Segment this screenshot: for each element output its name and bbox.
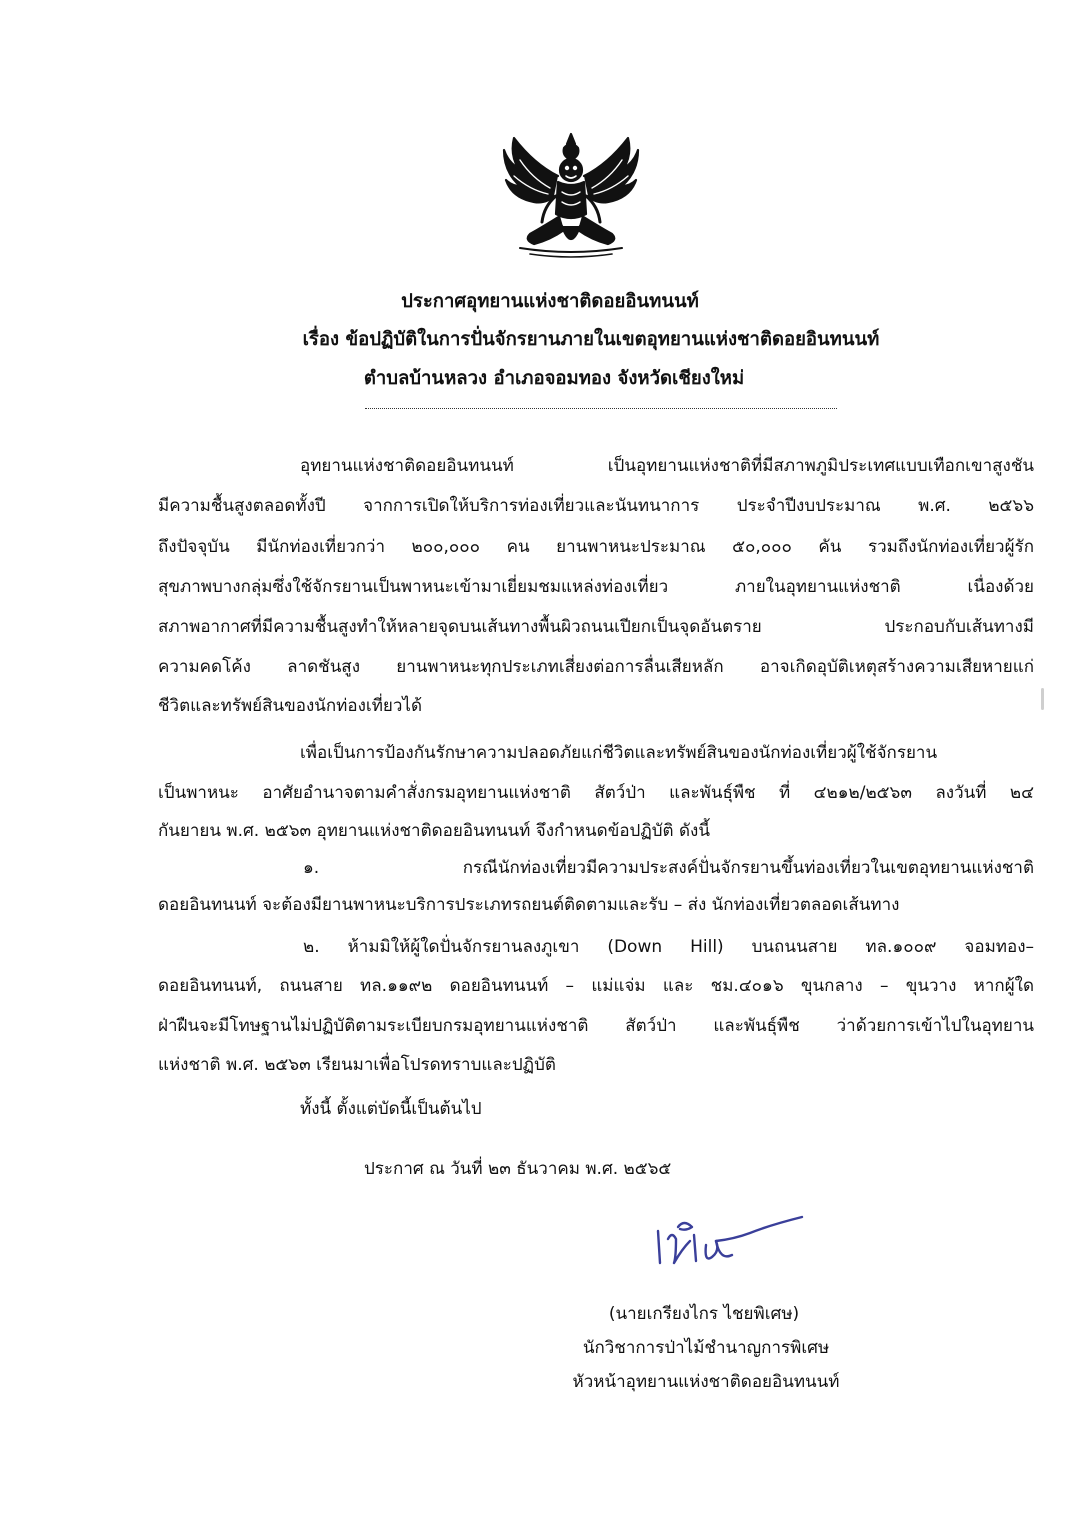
announcement-title: ประกาศอุทยานแห่งชาติดอยอินทนนท์ <box>401 291 699 312</box>
effective-statement: ทั้งนี้ ตั้งแต่บัดนี้เป็นต้นไป <box>300 1099 482 1119</box>
paragraph-2-line: กันยายน พ.ศ. ๒๕๖๓ อุทยานแห่งชาติดอยอินทนนท์ จึงกำหนดข้อปฏิบัติ ดังนี้ <box>158 821 710 841</box>
paragraph-1-line: สภาพอากาศที่มีความชื้นสูงทำให้หลายจุดบนเส้นทางพื้นผิวถนนเปียกเป็นจุดอันตราย ประกอบกับเส้นทางมี <box>158 617 1034 637</box>
rule-item-2-line: ดอยอินทนนท์, ถนนสาย ทล.๑๑๙๒ ดอยอินทนนท์ – แม่แจ่ม และ ชม.๔๐๑๖ ขุนกลาง – ขุนวาง หากผู้ใด <box>158 976 1034 996</box>
paragraph-1-line: ชีวิตและทรัพย์สินของนักท่องเที่ยวได้ <box>158 696 423 716</box>
paragraph-1-line: อุทยานแห่งชาติดอยอินทนนท์ เป็นอุทยานแห่งชาติที่มีสภาพภูมิประเทศแบบเทือกเขาสูงชัน <box>300 456 1034 476</box>
scan-mark <box>1041 688 1044 710</box>
signer-title: หัวหน้าอุทยานแห่งชาติดอยอินทนนท์ <box>572 1372 840 1392</box>
paragraph-2-line: เพื่อเป็นการป้องกันรักษาความปลอดภัยแก่ชีวิตและทรัพย์สินของนักท่องเที่ยวผู้ใช้จักรยาน <box>300 743 938 763</box>
handwritten-signature <box>650 1205 810 1275</box>
dotted-divider <box>365 408 837 409</box>
rule-item-2-line: ฝ่าฝืนจะมีโทษฐานไม่ปฏิบัติตามระเบียบกรมอุทยานแห่งชาติ สัตว์ป่า และพันธุ์พืช ว่าด้วยการเข้าไปในอุทยาน <box>158 1016 1034 1036</box>
rule-item-1-line: ดอยอินทนนท์ จะต้องมียานพาหนะบริการประเภทรถยนต์ติดตามและรับ – ส่ง นักท่องเที่ยวตลอดเส้นทาง <box>158 895 900 915</box>
paragraph-1-line: ความคดโค้ง ลาดชันสูง ยานพาหนะทุกประเภทเสี่ยงต่อการลื่นเสียหลัก อาจเกิดอุบัติเหตุสร้างความเสียหายแก่ <box>158 657 1034 677</box>
announcement-subject: เรื่อง ข้อปฏิบัติในการปั่นจักรยานภายในเขตอุทยานแห่งชาติดอยอินทนนท์ <box>302 329 880 350</box>
rule-item-2-line: แห่งชาติ พ.ศ. ๒๕๖๓ เรียนมาเพื่อโปรดทราบและปฏิบัติ <box>158 1055 556 1075</box>
rule-item-1-line: ๑. กรณีนักท่องเที่ยวมีความประสงค์ปั่นจักรยานขึ้นท่องเที่ยวในเขตอุทยานแห่งชาติ <box>303 858 1034 878</box>
signer-name: (นายเกรียงไกร ไชยพิเศษ) <box>608 1304 800 1324</box>
announcement-date: ประกาศ ณ วันที่ ๒๓ ธันวาคม พ.ศ. ๒๕๖๕ <box>364 1159 672 1179</box>
announcement-location: ตำบลบ้านหลวง อำเภอจอมทอง จังหวัดเชียงใหม่ <box>363 368 745 389</box>
paragraph-1-line: สุขภาพบางกลุ่มซึ่งใช้จักรยานเป็นพาหนะเข้ามาเยี่ยมชมแหล่งท่องเที่ยว ภายในอุทยานแห่งชาติ เนื่องด้วย <box>158 577 1034 597</box>
paragraph-2-line: เป็นพาหนะ อาศัยอำนาจตามคำสั่งกรมอุทยานแห่งชาติ สัตว์ป่า และพันธุ์พืช ที่ ๔๒๑๒/๒๕๖๓ ลงวันที่ ๒๔ <box>158 783 1034 803</box>
rule-item-2-line: ๒. ห้ามมิให้ผู้ใดปั่นจักรยานลงภูเขา (Down Hill) บนถนนสาย ทล.๑๐๐๙ จอมทอง– <box>303 937 1034 957</box>
signer-position: นักวิชาการป่าไม้ชำนาญการพิเศษ <box>582 1338 830 1358</box>
garuda-emblem-icon <box>500 130 642 260</box>
paragraph-1-line: มีความชื้นสูงตลอดทั้งปี จากการเปิดให้บริการท่องเที่ยวและนันทนาการ ประจำปีงบประมาณ พ.ศ. ๒๕๖๖ <box>158 496 1034 516</box>
paragraph-1-line: ถึงปัจจุบัน มีนักท่องเที่ยวกว่า ๒๐๐,๐๐๐ คน ยานพาหนะประมาณ ๕๐,๐๐๐ คัน รวมถึงนักท่องเที่ยวผู้รัก <box>158 537 1034 557</box>
